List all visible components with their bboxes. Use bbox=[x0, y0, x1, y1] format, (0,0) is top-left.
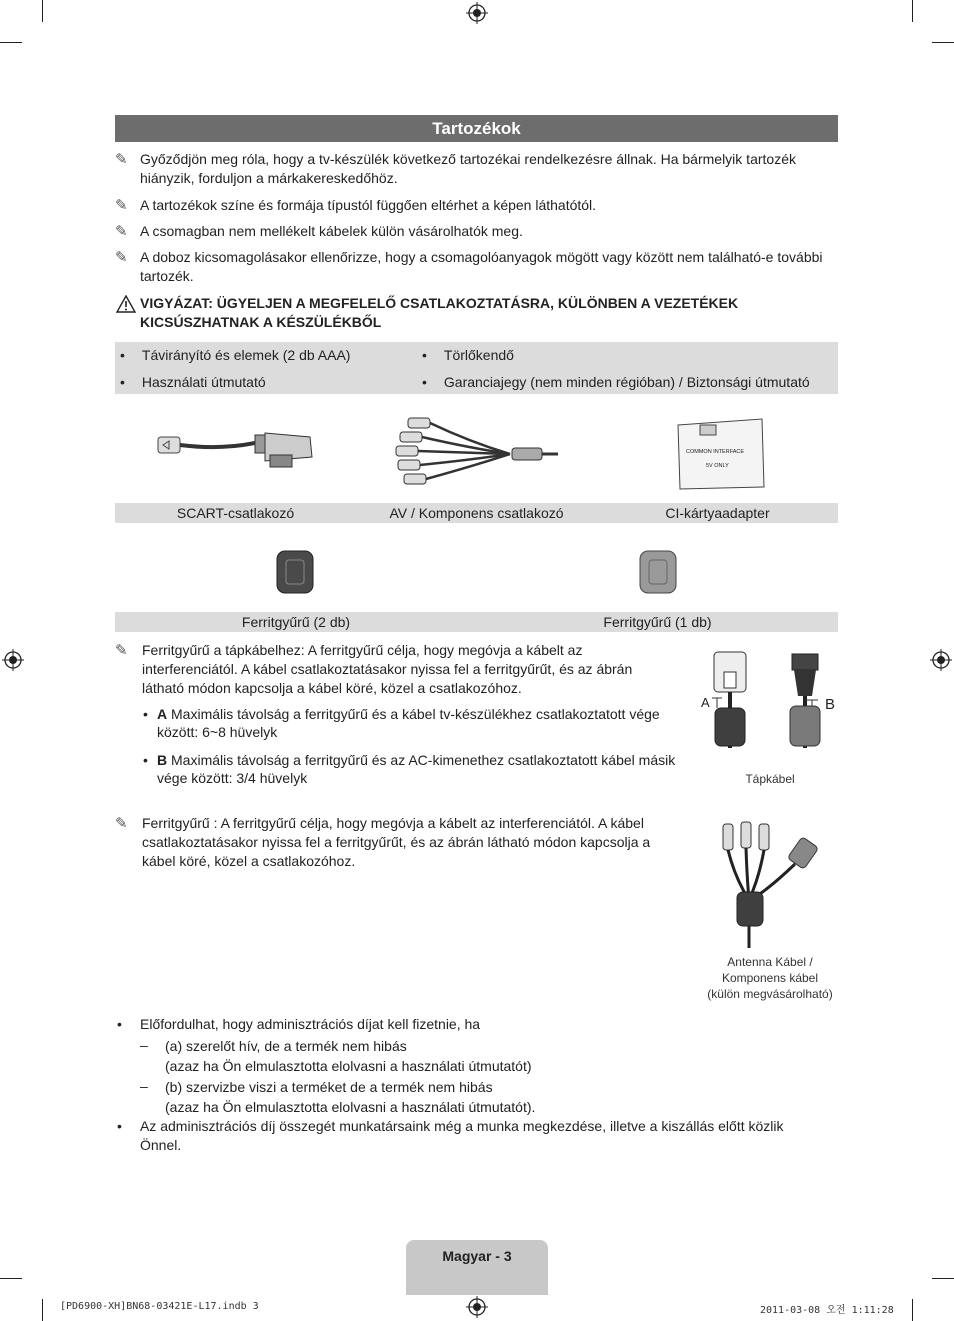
registration-mark-icon bbox=[930, 649, 952, 671]
crop-mark bbox=[932, 1278, 954, 1279]
note-item bbox=[115, 248, 835, 286]
caution-item bbox=[115, 294, 835, 332]
list-item bbox=[120, 346, 350, 364]
label-letter: A bbox=[157, 706, 168, 722]
fee-bullet bbox=[117, 1117, 817, 1155]
antenna-caption-line: (külön megvásárolható) bbox=[707, 987, 833, 1001]
crop-mark bbox=[912, 1299, 913, 1321]
note-item bbox=[115, 222, 835, 241]
list-item-text: Távirányító és elemek (2 db AAA) bbox=[141, 347, 351, 363]
note-text: A tartozékok színe és formája típustól függően eltérhet a képen láthatótól. bbox=[140, 197, 597, 213]
list-item-text: Használati útmutató bbox=[141, 374, 266, 390]
page-number-badge bbox=[406, 1240, 548, 1295]
ferrite-caption: Ferritgyűrű (1 db) bbox=[603, 614, 712, 630]
pencil-note-icon: ✎ bbox=[115, 151, 128, 168]
scart-connector-illustration bbox=[150, 425, 320, 475]
bullet-icon: • bbox=[143, 752, 148, 768]
registration-mark-icon bbox=[2, 649, 24, 671]
imprint-right: 2011-03-08 오전 1:11:28 bbox=[760, 1305, 894, 1316]
accessory-caption: AV / Komponens csatlakozó bbox=[389, 505, 564, 521]
imprint-left: [PD6900-XH]BN68-03421E-L17.indb 3 bbox=[60, 1301, 259, 1312]
crop-mark bbox=[0, 42, 22, 43]
ferrite-note bbox=[115, 814, 680, 871]
list-item bbox=[422, 373, 810, 391]
crop-mark bbox=[42, 1299, 43, 1321]
crop-mark bbox=[0, 1278, 22, 1279]
fee-dash-line: (a) szerelőt hív, de a termék nem hibás bbox=[165, 1038, 407, 1054]
av-component-connector-illustration bbox=[390, 412, 570, 492]
fee-bullet-text: Az adminisztrációs díj összegét munkatársaink még a munka megkezdése, illetve a kiszállás előtt közlik Önnel. bbox=[140, 1118, 784, 1153]
fee-dash-item bbox=[140, 1077, 740, 1117]
section-title: Tartozékok bbox=[432, 119, 521, 138]
fee-dash-line: (azaz ha Ön elmulasztotta elolvasni a használati útmutatót). bbox=[165, 1099, 536, 1115]
accessory-caption: CI-kártyaadapter bbox=[665, 505, 770, 521]
pencil-note-icon: ✎ bbox=[115, 642, 128, 659]
accessory-caption: SCART-csatlakozó bbox=[176, 505, 295, 521]
note-item bbox=[115, 150, 835, 188]
fee-bullet bbox=[117, 1015, 817, 1033]
list-item-text: Garanciajegy (nem minden régióban) / Biztonsági útmutató bbox=[443, 374, 810, 390]
label-letter: B bbox=[157, 752, 168, 768]
distance-bullet-b bbox=[143, 751, 683, 787]
bullet-icon: • bbox=[422, 374, 427, 390]
fee-bullet-text: Előfordulhat, hogy adminisztrációs díjat kell fizetnie, ha bbox=[140, 1016, 481, 1032]
dash-icon: – bbox=[140, 1037, 148, 1053]
distance-bullet-a bbox=[143, 705, 683, 741]
power-cable-ferrite-illustration bbox=[698, 648, 838, 758]
page-label: Magyar - 3 bbox=[442, 1248, 512, 1264]
note-text: A csomagban nem mellékelt kábelek külön vásárolhatók meg. bbox=[140, 223, 523, 239]
dash-icon: – bbox=[140, 1078, 148, 1094]
bullet-icon: • bbox=[120, 374, 125, 390]
antenna-caption-line: Antenna Kábel / bbox=[727, 955, 813, 969]
note-text: Győződjön meg róla, hogy a tv-készülék következő tartozékai rendelkezésre állnak. Ha bármelyik tartozék hiányzik, forduljon a márkakereskedőhöz. bbox=[140, 151, 796, 186]
antenna-component-cable-illustration bbox=[715, 818, 825, 953]
crop-mark bbox=[42, 0, 43, 22]
note-item bbox=[115, 196, 835, 215]
list-item bbox=[120, 373, 266, 391]
bullet-icon: • bbox=[117, 1118, 122, 1134]
fee-dash-item bbox=[140, 1036, 740, 1076]
caution-text: VIGYÁZAT: ÜGYELJEN A MEGFELELŐ CSATLAKOZTATÁSRA, KÜLÖNBEN A VEZETÉKEK KICSÚSZHATNAK A KÉSZÜLÉKBŐL bbox=[140, 295, 739, 330]
ci-card-line1: COMMON INTERFACE bbox=[686, 449, 745, 455]
power-cable-caption: Tápkábel bbox=[745, 772, 795, 786]
bullet-icon: • bbox=[422, 347, 427, 363]
bullet-text: Maximális távolság a ferritgyűrű és az AC-kimenethez csatlakoztatott kábel másik vége között: 3/4 hüvelyk bbox=[157, 752, 676, 786]
label-b: B bbox=[825, 696, 836, 713]
note-text: A doboz kicsomagolásakor ellenőrizze, hogy a csomagolóanyagok mögött vagy között nem található-e további tartozék. bbox=[140, 249, 823, 284]
pencil-note-icon: ✎ bbox=[115, 249, 128, 266]
antenna-caption-line: Komponens kábel bbox=[721, 971, 819, 985]
list-item bbox=[422, 346, 514, 364]
section-title-bar bbox=[115, 115, 838, 142]
note-text: Ferritgyűrű a tápkábelhez: A ferritgyűrű célja, hogy megóvja a kábelt az interferenciától. A kábel csatlakoztatásakor nyissa fel a ferritgyűrűt, és az ábrán látható módon kapcsolja a kábel köré, közel a csatlakozóhoz. bbox=[142, 642, 633, 696]
registration-mark-icon bbox=[466, 1296, 488, 1318]
ferrite-core-dark-illustration bbox=[274, 548, 316, 596]
pencil-note-icon: ✎ bbox=[115, 815, 128, 832]
note-text: Ferritgyűrű : A ferritgyűrű célja, hogy megóvja a kábelt az interferenciától. A kábel csatlakoztatásakor nyissa fel a ferritgyűrűt, és az ábrán látható módon kapcsolja a kábel köré, közel a csatlakozóhoz. bbox=[142, 815, 651, 869]
bullet-icon: • bbox=[120, 347, 125, 363]
registration-mark-icon bbox=[466, 2, 488, 24]
warning-triangle-icon bbox=[115, 295, 137, 313]
fee-dash-line: (b) szervizbe viszi a terméket de a termék nem hibás bbox=[165, 1079, 493, 1095]
pencil-note-icon: ✎ bbox=[115, 223, 128, 240]
pencil-note-icon: ✎ bbox=[115, 197, 128, 214]
crop-mark bbox=[932, 42, 954, 43]
bullet-icon: • bbox=[117, 1016, 122, 1032]
ci-card-line2: 5V ONLY bbox=[706, 463, 729, 469]
crop-mark bbox=[912, 0, 913, 22]
ferrite-caption: Ferritgyűrű (2 db) bbox=[241, 614, 351, 630]
list-item-text: Törlőkendő bbox=[443, 347, 514, 363]
fee-dash-line: (azaz ha Ön elmulasztotta elolvasni a használati útmutatót) bbox=[165, 1058, 532, 1074]
label-a: A bbox=[701, 695, 710, 710]
antenna-caption bbox=[695, 954, 845, 1002]
ferrite-power-note bbox=[115, 641, 660, 698]
bullet-text: Maximális távolság a ferritgyűrű és a kábel tv-készülékhez csatlakoztatott vége között: 6~8 hüvelyk bbox=[157, 706, 660, 740]
ferrite-core-grey-illustration bbox=[637, 548, 679, 596]
bullet-icon: • bbox=[143, 706, 148, 722]
ci-card-adapter-illustration bbox=[672, 415, 768, 493]
